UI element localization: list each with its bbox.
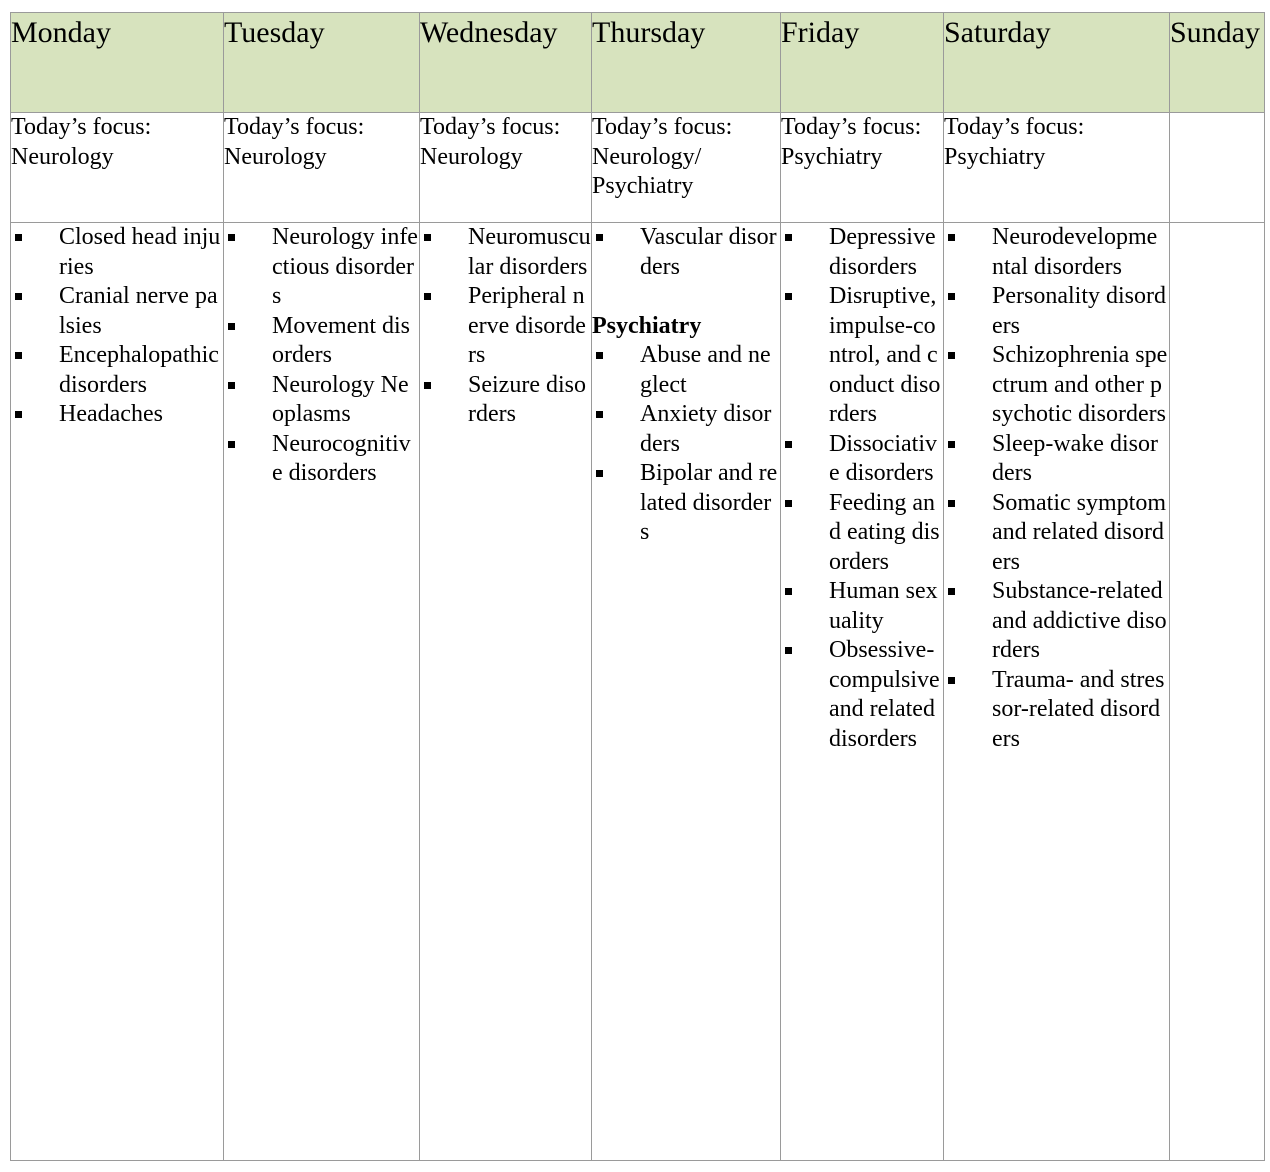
focus-tuesday: Today’s focus: Neurology — [224, 113, 420, 223]
focus-friday: Today’s focus: Psychiatry — [781, 113, 944, 223]
day-header-sunday: Sunday — [1170, 13, 1265, 113]
list-item: Neurodevelopmental disorders — [944, 223, 1169, 282]
weekly-schedule-table — [10, 12, 1265, 1161]
topic-list — [592, 223, 780, 282]
psychiatry-subheading: Psychiatry — [592, 312, 702, 339]
day-header-wednesday: Wednesday — [420, 13, 592, 113]
list-item: Seizure disorders — [420, 371, 591, 430]
focus-thursday: Today’s focus: Neurology/ Psychiatry — [592, 113, 781, 223]
topics-monday — [11, 223, 224, 1161]
list-item: Anxiety disorders — [592, 400, 780, 459]
list-item: Vascular disorders — [592, 223, 780, 282]
list-item: Headaches — [11, 400, 223, 430]
list-item: Personality disorders — [944, 282, 1169, 341]
day-header-monday: Monday — [11, 13, 224, 113]
day-header-row — [11, 13, 1265, 113]
topics-friday — [781, 223, 944, 1161]
list-item: Peripheral nerve disorders — [420, 282, 591, 371]
topics-sunday — [1170, 223, 1265, 1161]
list-item: Neurology Neoplasms — [224, 371, 419, 430]
list-item: Bipolar and related disorders — [592, 459, 780, 548]
list-item: Human sexuality — [781, 577, 943, 636]
list-item: Depressive disorders — [781, 223, 943, 282]
topics-tuesday — [224, 223, 420, 1161]
topic-list — [420, 223, 591, 430]
day-header-friday: Friday — [781, 13, 944, 113]
day-header-thursday: Thursday — [592, 13, 781, 113]
list-item: Closed head injuries — [11, 223, 223, 282]
topics-row — [11, 223, 1265, 1161]
topic-list — [944, 223, 1169, 754]
list-item: Dissociative disorders — [781, 430, 943, 489]
list-item: Movement disorders — [224, 312, 419, 371]
psychiatry-topic-list — [592, 341, 780, 548]
list-item: Neuromuscular disorders — [420, 223, 591, 282]
topics-wednesday — [420, 223, 592, 1161]
list-item: Abuse and neglect — [592, 341, 780, 400]
list-item: Disruptive, impulse-control, and conduct disorders — [781, 282, 943, 430]
topic-list — [11, 223, 223, 430]
list-item: Encephalopathic disorders — [11, 341, 223, 400]
list-item: Feeding and eating disorders — [781, 489, 943, 578]
topics-thursday — [592, 223, 781, 1161]
focus-sunday — [1170, 113, 1265, 223]
list-item: Neurocognitive disorders — [224, 430, 419, 489]
list-item: Trauma- and stressor-related disorders — [944, 666, 1169, 755]
list-item: Neurology infectious disorders — [224, 223, 419, 312]
list-item: Obsessive-compulsive and related disorders — [781, 636, 943, 754]
focus-monday: Today’s focus: Neurology — [11, 113, 224, 223]
list-item: Sleep-wake disorders — [944, 430, 1169, 489]
focus-saturday: Today’s focus: Psychiatry — [944, 113, 1170, 223]
list-item: Somatic symptom and related disorders — [944, 489, 1169, 578]
list-item: Schizophrenia spectrum and other psychotic disorders — [944, 341, 1169, 430]
topics-saturday — [944, 223, 1170, 1161]
day-header-saturday: Saturday — [944, 13, 1170, 113]
topic-list — [224, 223, 419, 489]
focus-wednesday: Today’s focus: Neurology — [420, 113, 592, 223]
list-item: Substance-related and addictive disorders — [944, 577, 1169, 666]
topic-list — [781, 223, 943, 754]
list-item: Cranial nerve palsies — [11, 282, 223, 341]
focus-row — [11, 113, 1265, 223]
day-header-tuesday: Tuesday — [224, 13, 420, 113]
